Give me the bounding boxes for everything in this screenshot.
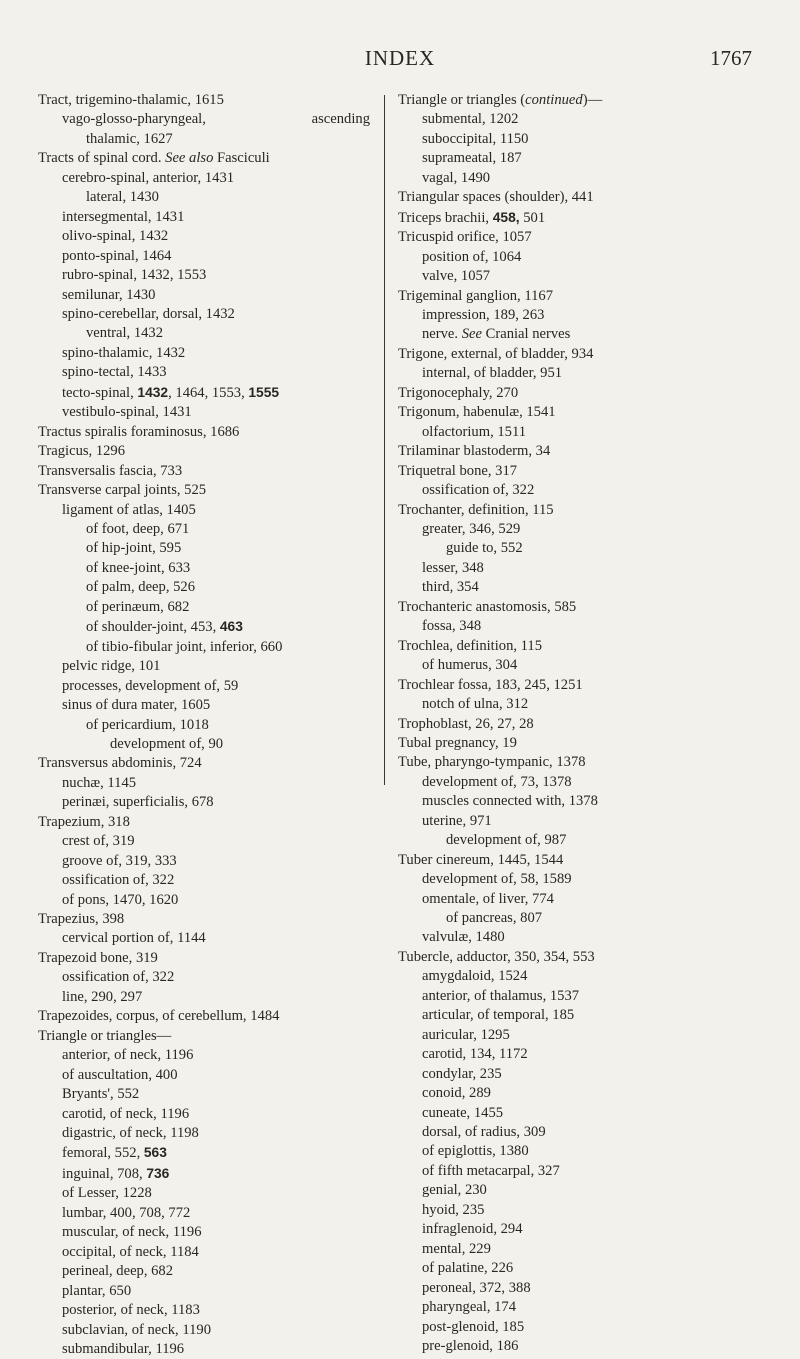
index-entry	[398, 1045, 770, 1064]
index-entry-text: Tracts of spinal cord.	[38, 150, 166, 167]
index-entry-text: lateral, 1430	[86, 189, 159, 206]
index-entry	[398, 1006, 770, 1025]
index-entry	[38, 677, 380, 696]
index-entry	[38, 1085, 380, 1104]
index-entry-text: lumbar, 400, 708, 772	[62, 1204, 191, 1221]
index-entry	[398, 773, 770, 792]
index-entry-text: of knee-joint, 633	[86, 559, 191, 576]
index-entry-text: Trapezius, 398	[38, 911, 125, 928]
index-entry	[38, 793, 380, 812]
index-entry	[398, 501, 770, 520]
index-entry-text: rubro-spinal, 1432, 1553	[62, 267, 207, 284]
index-entry-text: lesser, 348	[422, 559, 484, 576]
index-entry-text: )—	[582, 92, 603, 108]
index-entry	[38, 559, 380, 578]
index-entry-text: hyoid, 235	[422, 1201, 485, 1218]
index-column-left	[38, 91, 380, 1359]
index-entry	[38, 208, 380, 227]
index-entry	[398, 267, 770, 286]
index-entry-text: Trochanteric anastomosis, 585	[398, 598, 577, 615]
index-entry-text: Trigonum, habenulæ, 1541	[398, 404, 556, 421]
index-entry-text: carotid, of neck, 1196	[62, 1105, 190, 1122]
index-entry	[398, 734, 770, 753]
index-entry	[398, 1181, 770, 1200]
index-entry	[398, 1279, 770, 1298]
index-entry	[38, 442, 380, 461]
index-entry-text: ossification of, 322	[62, 872, 175, 889]
index-entry-text: Trapezium, 318	[38, 813, 130, 830]
index-entry	[398, 208, 770, 228]
index-entry	[38, 1321, 380, 1340]
index-entry	[398, 715, 770, 734]
index-entry-text: posterior, of neck, 1183	[62, 1302, 200, 1319]
index-entry-text: 458,	[492, 209, 520, 225]
index-entry-text: pre-glenoid, 186	[422, 1338, 519, 1354]
index-entry-text: thalamic, 1627	[86, 130, 173, 147]
index-entry-text: 1432	[137, 384, 169, 400]
index-entry-text: fossa, 348	[422, 618, 482, 635]
index-entry-text: Bryants', 552	[62, 1086, 140, 1103]
index-entry	[398, 1065, 770, 1084]
index-entry	[38, 169, 380, 188]
index-entry	[38, 462, 380, 481]
index-entry-text: See	[461, 326, 482, 343]
index-entry	[398, 325, 770, 344]
index-entry	[38, 1046, 380, 1065]
index-entry	[398, 753, 770, 772]
index-entry	[38, 657, 380, 676]
index-entry-text: development of, 987	[446, 832, 567, 849]
index-entry	[38, 403, 380, 422]
index-entry-text: nuchæ, 1145	[62, 774, 137, 791]
index-entry	[38, 266, 380, 285]
index-entry-text: development of, 58, 1589	[422, 871, 572, 888]
index-entry-text: development of, 73, 1378	[422, 773, 572, 790]
index-entry	[38, 988, 380, 1007]
index-entry	[38, 1164, 380, 1184]
index-entry-text: of perinæum, 682	[86, 598, 190, 615]
index-entry	[38, 1340, 380, 1359]
index-entry-text: Trigone, external, of bladder, 934	[398, 345, 594, 362]
index-entry-text: perineal, deep, 682	[62, 1263, 174, 1280]
index-entry-text: occipital, of neck, 1184	[62, 1243, 199, 1260]
index-entry	[38, 949, 380, 968]
index-entry-text: Transverse carpal joints, 525	[38, 482, 207, 499]
index-entry-text: amygdaloid, 1524	[422, 968, 528, 985]
page-header	[0, 46, 800, 76]
index-entry-text: of shoulder-joint, 453,	[86, 619, 220, 636]
index-entry	[398, 792, 770, 811]
index-entry-text: vestibulo-spinal, 1431	[62, 404, 192, 421]
page-number: 1767	[710, 46, 752, 70]
index-entry-text: of tibio-fibular joint, inferior, 660	[86, 638, 283, 655]
index-entry	[38, 968, 380, 987]
index-entry	[38, 91, 380, 110]
index-entry-text: development of, 90	[110, 735, 224, 752]
index-entry-text: spino-thalamic, 1432	[62, 344, 186, 361]
index-entry-text: mental, 229	[422, 1240, 491, 1257]
index-entry-text: of pericardium, 1018	[86, 716, 209, 733]
index-entry-text: Transversalis fascia, 733	[38, 462, 183, 479]
index-entry	[38, 696, 380, 715]
index-entry	[38, 929, 380, 948]
index-entry-text: 1555	[248, 384, 280, 400]
index-entry	[398, 909, 770, 928]
index-entry	[38, 539, 380, 558]
index-entry	[38, 871, 380, 890]
index-entry	[398, 967, 770, 986]
index-entry	[398, 637, 770, 656]
index-entry-text: of hip-joint, 595	[86, 540, 182, 557]
index-entry-text: submandibular, 1196	[62, 1341, 185, 1357]
index-entry	[398, 1162, 770, 1181]
index-entry-text: Tragicus, 1296	[38, 443, 126, 460]
index-entry-text: cervical portion of, 1144	[62, 930, 206, 947]
index-entry	[38, 1124, 380, 1143]
index-entry	[38, 227, 380, 246]
index-entry	[398, 442, 770, 461]
index-entry-text: Triceps brachii,	[398, 209, 493, 226]
index-entry-text: position of, 1064	[422, 248, 522, 265]
index-entry-text: peroneal, 372, 388	[422, 1279, 531, 1296]
index-entry-text: valvulæ, 1480	[422, 929, 505, 946]
index-entry	[38, 1301, 380, 1320]
index-entry	[398, 91, 770, 110]
index-entry-text: Trilaminar blastoderm, 34	[398, 443, 551, 460]
index-entry	[398, 520, 770, 539]
index-entry-text: semilunar, 1430	[62, 286, 156, 303]
index-entry-text: ascending	[311, 111, 370, 128]
index-entry-text: of fifth metacarpal, 327	[422, 1162, 560, 1179]
index-entry	[398, 248, 770, 267]
index-entry-text: Triangle or triangles (	[398, 92, 526, 108]
index-entry-text: Cranial nerves	[481, 326, 571, 343]
index-entry-text: infraglenoid, 294	[422, 1221, 523, 1238]
index-entry	[38, 501, 380, 520]
index-entry	[38, 832, 380, 851]
index-entry	[398, 987, 770, 1006]
index-entry-text: Transversus abdominis, 724	[38, 755, 202, 772]
index-entry	[398, 948, 770, 967]
index-entry-text: anterior, of neck, 1196	[62, 1047, 194, 1064]
index-entry	[398, 1142, 770, 1161]
index-entry-text: Trochlear fossa, 183, 245, 1251	[398, 676, 583, 693]
index-entry	[38, 110, 380, 129]
index-entry	[398, 559, 770, 578]
index-entry-text: third, 354	[422, 579, 479, 596]
index-entry	[38, 286, 380, 305]
index-entry	[398, 1298, 770, 1317]
index-entry-text: vago-glosso-pharyngeal,	[62, 111, 206, 128]
index-entry-text: of palatine, 226	[422, 1260, 514, 1277]
index-entry-text: anterior, of thalamus, 1537	[422, 987, 580, 1004]
index-entry	[398, 287, 770, 306]
index-entry-text: tecto-spinal,	[62, 384, 138, 401]
index-entry-text: pharyngeal, 174	[422, 1299, 517, 1316]
index-entry-text: greater, 346, 529	[422, 520, 521, 537]
index-entry	[398, 1201, 770, 1220]
index-entry-text: line, 290, 297	[62, 988, 143, 1005]
index-entry	[398, 539, 770, 558]
index-entry	[38, 1143, 380, 1163]
index-entry-text: omentale, of liver, 774	[422, 890, 554, 907]
index-entry	[38, 363, 380, 382]
index-entry	[398, 1337, 770, 1356]
index-entry-text: ventral, 1432	[86, 325, 164, 342]
index-entry	[398, 130, 770, 149]
index-entry	[38, 598, 380, 617]
index-entry	[398, 812, 770, 831]
index-entry	[398, 228, 770, 247]
index-entry-text: uterine, 971	[422, 812, 492, 829]
index-entry	[38, 617, 380, 637]
index-entry	[38, 188, 380, 207]
index-entry-text: submental, 1202	[422, 111, 519, 128]
index-entry	[398, 188, 770, 207]
index-entry	[38, 149, 380, 168]
index-entry	[398, 403, 770, 422]
index-entry-text: Triquetral bone, 317	[398, 462, 518, 479]
index-entry	[38, 423, 380, 442]
index-entry	[38, 383, 380, 403]
index-entry-text: Trophoblast, 26, 27, 28	[398, 715, 534, 732]
index-entry-text: post-glenoid, 185	[422, 1318, 525, 1335]
index-entry	[398, 1104, 770, 1123]
index-entry-text: of epiglottis, 1380	[422, 1143, 529, 1160]
index-entry	[398, 598, 770, 617]
index-entry-text: of pons, 1470, 1620	[62, 891, 179, 908]
index-entry-text: See also	[165, 150, 214, 167]
index-entry	[398, 831, 770, 850]
index-entry	[398, 110, 770, 129]
index-entry-text: Triangular spaces (shoulder), 441	[398, 189, 594, 206]
index-entry-text: crest of, 319	[62, 833, 135, 850]
index-entry	[38, 891, 380, 910]
index-entry-text: articular, of temporal, 185	[422, 1007, 575, 1024]
index-entry-text: suprameatal, 187	[422, 150, 522, 167]
index-entry-text: guide to, 552	[446, 540, 523, 557]
index-entry	[398, 1220, 770, 1239]
index-entry	[398, 617, 770, 636]
index-entry-text: of pancreas, 807	[446, 910, 543, 927]
index-entry-text: muscular, of neck, 1196	[62, 1224, 202, 1241]
column-divider	[384, 95, 385, 785]
index-entry	[398, 423, 770, 442]
index-entry	[38, 520, 380, 539]
index-entry	[38, 1105, 380, 1124]
index-entry-text: ossification of, 322	[62, 969, 175, 986]
index-entry	[398, 695, 770, 714]
index-entry-text: pelvic ridge, 101	[62, 658, 161, 675]
index-entry-text: Trapezoid bone, 319	[38, 949, 158, 966]
index-entry	[38, 1282, 380, 1301]
index-entry	[398, 1026, 770, 1045]
index-entry-text: sinus of dura mater, 1605	[62, 697, 211, 714]
index-entry	[398, 851, 770, 870]
index-entry	[398, 306, 770, 325]
index-entry-text: Tubal pregnancy, 19	[398, 734, 517, 751]
index-entry-text: muscles connected with, 1378	[422, 793, 598, 810]
index-entry	[38, 344, 380, 363]
index-entry-text: of foot, deep, 671	[86, 520, 190, 537]
index-entry-text: Tuber cinereum, 1445, 1544	[398, 851, 564, 868]
index-entry-text: Trigeminal ganglion, 1167	[398, 287, 553, 304]
index-entry	[38, 305, 380, 324]
index-entry-text: cerebro-spinal, anterior, 1431	[62, 169, 235, 186]
index-entry-text: Trochlea, definition, 115	[398, 637, 543, 654]
index-entry-text: 463	[219, 619, 243, 635]
index-entry	[38, 910, 380, 929]
index-entry-text: inguinal, 708,	[62, 1165, 147, 1182]
index-entry	[38, 1027, 380, 1046]
index-entry-text: 501	[519, 209, 546, 226]
index-entry-text: of auscultation, 400	[62, 1066, 178, 1083]
index-entry	[398, 149, 770, 168]
index-entry-text: Trapezoides, corpus, of cerebellum, 1484	[38, 1008, 280, 1025]
index-entry	[398, 364, 770, 383]
index-entry-text: Tractus spiralis foraminosus, 1686	[38, 423, 240, 440]
index-entry-text: perinæi, superficialis, 678	[62, 794, 214, 811]
index-entry	[38, 247, 380, 266]
index-entry	[398, 676, 770, 695]
index-entry	[398, 578, 770, 597]
index-entry-text: nerve.	[422, 326, 462, 343]
index-entry	[398, 481, 770, 500]
index-entry	[398, 1318, 770, 1337]
index-entry-text: ligament of atlas, 1405	[62, 501, 196, 518]
index-entry-text: spino-tectal, 1433	[62, 364, 167, 381]
index-entry	[38, 1184, 380, 1203]
index-entry	[38, 735, 380, 754]
index-entry	[38, 324, 380, 343]
index-entry-text: intersegmental, 1431	[62, 208, 185, 225]
index-entry	[38, 130, 380, 149]
index-entry-text: Tube, pharyngo-tympanic, 1378	[398, 754, 586, 771]
index-entry	[398, 656, 770, 675]
index-entry	[38, 1204, 380, 1223]
index-entry	[398, 345, 770, 364]
index-entry	[38, 1262, 380, 1281]
index-entry-text: of Lesser, 1228	[62, 1185, 152, 1202]
index-entry-text: Fasciculi	[213, 150, 270, 167]
index-entry	[38, 1066, 380, 1085]
index-entry-text: subclavian, of neck, 1190	[62, 1321, 212, 1338]
index-entry	[398, 1259, 770, 1278]
index-entry-text: groove of, 319, 333	[62, 852, 177, 869]
index-entry-text: genial, 230	[422, 1182, 487, 1199]
index-entry-text: Tract, trigemino-thalamic, 1615	[38, 92, 224, 108]
index-entry-text: notch of ulna, 312	[422, 696, 529, 713]
index-entry-text: carotid, 134, 1172	[422, 1046, 528, 1063]
index-entry-text: olivo-spinal, 1432	[62, 228, 169, 245]
index-entry-text: auricular, 1295	[422, 1026, 510, 1043]
index-entry-text: cuneate, 1455	[422, 1104, 504, 1121]
index-entry-text: processes, development of, 59	[62, 677, 239, 694]
index-entry	[38, 1007, 380, 1026]
index-entry	[398, 1084, 770, 1103]
index-entry-text: femoral, 552,	[62, 1145, 144, 1162]
index-entry-text: condylar, 235	[422, 1065, 502, 1082]
index-entry	[398, 1123, 770, 1142]
index-entry-text: Trigonocephaly, 270	[398, 384, 519, 401]
index-entry-text: continued	[525, 92, 583, 108]
index-entry	[38, 481, 380, 500]
index-entry	[38, 852, 380, 871]
index-entry-text: ossification of, 322	[422, 482, 535, 499]
index-entry	[398, 1240, 770, 1259]
index-entry	[38, 1223, 380, 1242]
index-entry-text: Trochanter, definition, 115	[398, 501, 554, 518]
index-entry-text: internal, of bladder, 951	[422, 365, 563, 382]
index-entry	[38, 754, 380, 773]
index-entry	[38, 1243, 380, 1262]
index-entry-text: conoid, 289	[422, 1085, 491, 1102]
index-entry-text: vagal, 1490	[422, 169, 491, 186]
index-entry	[398, 890, 770, 909]
index-entry	[38, 638, 380, 657]
index-entry	[38, 774, 380, 793]
index-entry	[38, 578, 380, 597]
index-entry	[398, 870, 770, 889]
index-entry-text: ponto-spinal, 1464	[62, 247, 172, 264]
index-entry-text: 736	[146, 1165, 170, 1181]
index-entry	[398, 462, 770, 481]
page-title: INDEX	[364, 46, 436, 70]
index-entry	[398, 384, 770, 403]
index-entry-text: of humerus, 304	[422, 657, 518, 674]
index-entry-text: suboccipital, 1150	[422, 130, 529, 147]
index-entry	[398, 928, 770, 947]
index-entry-text: Tubercle, adductor, 350, 354, 553	[398, 948, 595, 965]
index-entry-text: valve, 1057	[422, 268, 491, 285]
index-entry	[38, 716, 380, 735]
index-entry-text: plantar, 650	[62, 1282, 132, 1299]
index-entry-text: digastric, of neck, 1198	[62, 1125, 199, 1142]
index-entry-text: impression, 189, 263	[422, 306, 545, 323]
index-entry-text: olfactorium, 1511	[422, 423, 527, 440]
index-entry-text: of palm, deep, 526	[86, 579, 196, 596]
index-entry-text: Triangle or triangles—	[38, 1027, 172, 1044]
index-entry-text: 563	[143, 1145, 167, 1161]
index-entry-text: spino-cerebellar, dorsal, 1432	[62, 305, 235, 322]
index-entry	[38, 813, 380, 832]
index-entry-text: , 1464, 1553,	[168, 384, 249, 401]
index-column-right	[398, 91, 770, 1356]
index-entry	[398, 169, 770, 188]
index-entry-text: Tricuspid orifice, 1057	[398, 229, 532, 246]
index-entry-text: dorsal, of radius, 309	[422, 1124, 546, 1141]
